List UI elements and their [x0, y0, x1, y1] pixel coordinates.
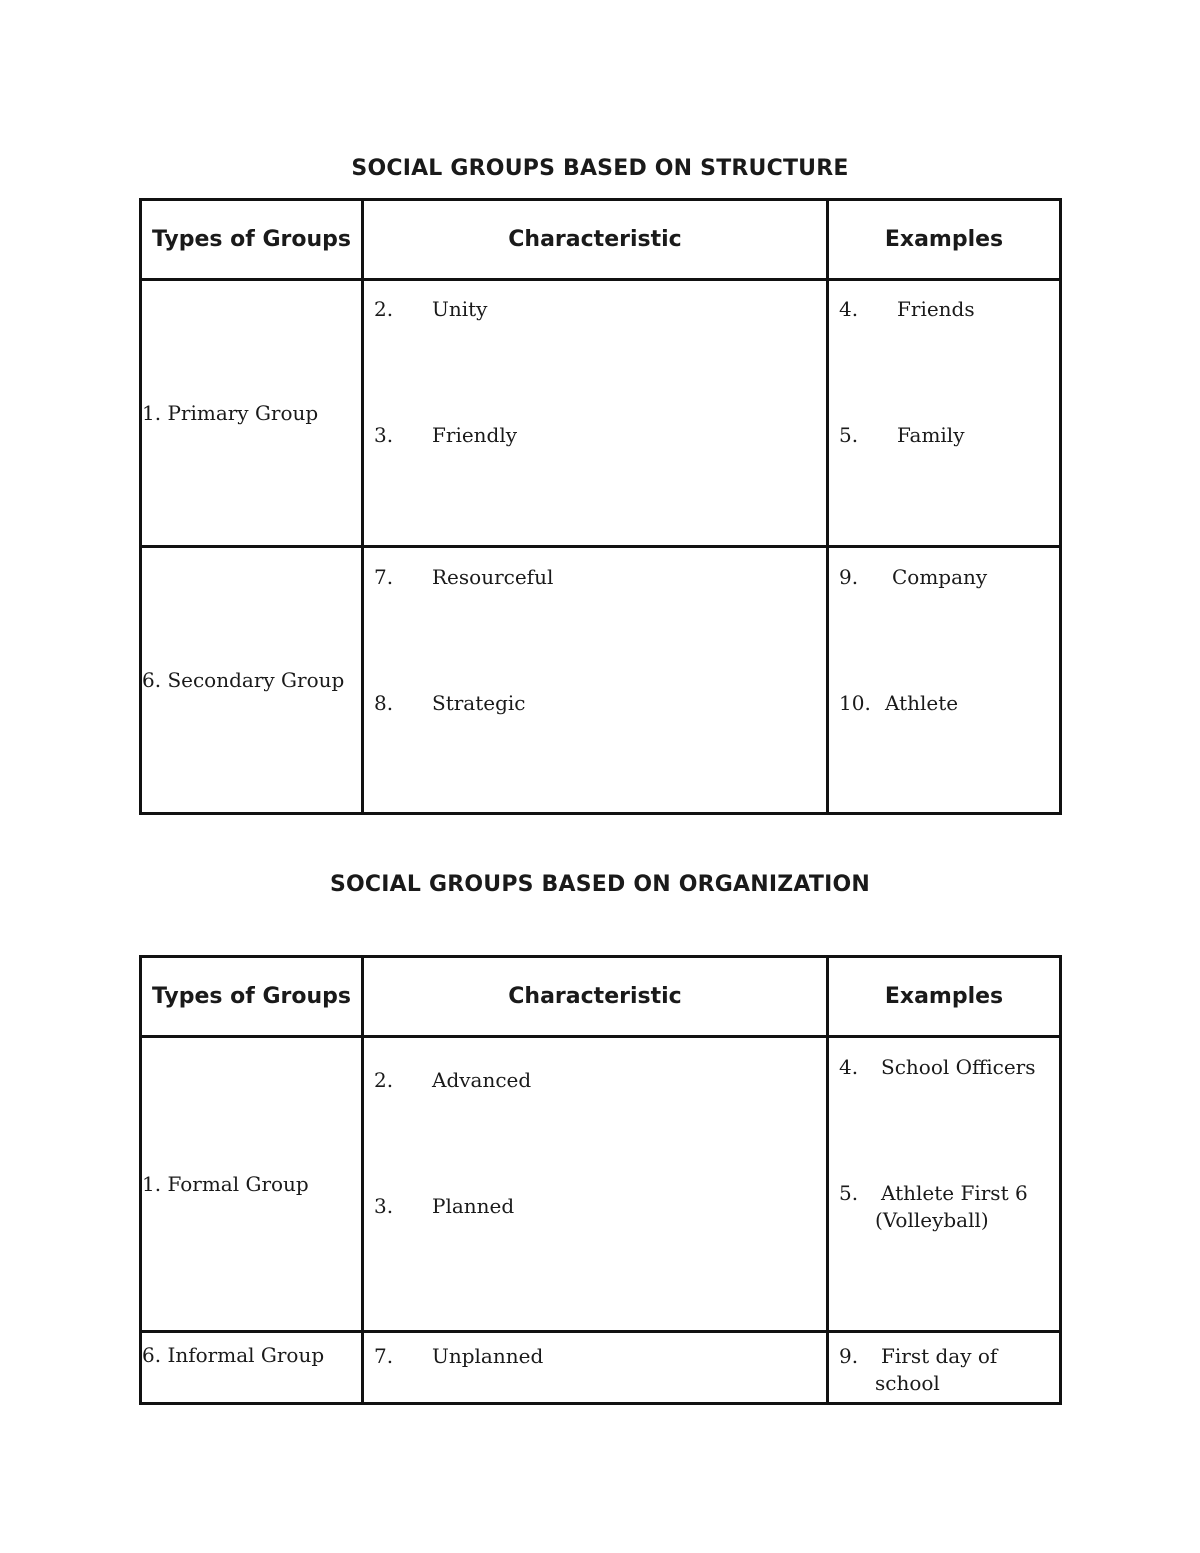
example-item [839, 1343, 1053, 1397]
example-item [839, 1054, 1053, 1081]
section-title-organization: SOCIAL GROUPS BASED ON ORGANIZATION [329, 872, 871, 897]
table-row [141, 1037, 1061, 1332]
characteristic-item [374, 564, 820, 591]
examples-cell [828, 1332, 1061, 1404]
table-row [141, 1332, 1061, 1404]
item-number: 8. [374, 691, 394, 715]
examples-cell [828, 547, 1061, 814]
example-item [839, 690, 1053, 717]
item-text: Friendly [432, 423, 518, 447]
item-number: 7. [374, 565, 394, 589]
item-number: 5. [839, 1181, 859, 1205]
group-type-cell: 6. Informal Group [141, 1332, 363, 1404]
table-row [141, 280, 1061, 547]
item-number: 2. [374, 297, 394, 321]
item-number: 3. [374, 423, 394, 447]
header-characteristic: Characteristic [363, 200, 828, 280]
table-header-row [141, 200, 1061, 280]
item-text: Athlete [885, 691, 959, 715]
item-text-continued: (Volleyball) [875, 1208, 989, 1232]
examples-cell [828, 1037, 1061, 1332]
characteristic-item [374, 422, 820, 449]
item-text: Planned [432, 1194, 515, 1218]
characteristic-cell [363, 280, 828, 547]
item-text: Friends [897, 297, 975, 321]
organization-table [139, 955, 1062, 1405]
examples-cell [828, 280, 1061, 547]
example-item [839, 1180, 1053, 1234]
group-type-cell: 1. Primary Group [141, 280, 363, 547]
item-text-continued: school [875, 1371, 940, 1395]
item-text: Resourceful [432, 565, 554, 589]
item-number: 4. [839, 1055, 859, 1079]
item-text: First day of [881, 1344, 998, 1368]
example-item [839, 422, 1053, 449]
header-characteristic: Characteristic [363, 957, 828, 1037]
group-type-cell: 6. Secondary Group [141, 547, 363, 814]
item-text: Advanced [432, 1068, 532, 1092]
item-number: 4. [839, 297, 859, 321]
item-text: Athlete First 6 [881, 1181, 1028, 1205]
structure-table [139, 198, 1062, 815]
item-text: Family [897, 423, 965, 447]
characteristic-item [374, 1193, 820, 1220]
item-number: 3. [374, 1194, 394, 1218]
group-type-cell: 1. Formal Group [141, 1037, 363, 1332]
characteristic-item [374, 690, 820, 717]
characteristic-cell [363, 1332, 828, 1404]
item-text: Strategic [432, 691, 526, 715]
header-examples: Examples [828, 957, 1061, 1037]
item-text: Unplanned [432, 1344, 544, 1368]
item-number: 9. [839, 565, 859, 589]
table-header-row [141, 957, 1061, 1037]
item-number: 5. [839, 423, 859, 447]
item-text: School Officers [881, 1055, 1036, 1079]
table-row [141, 547, 1061, 814]
header-types-of-groups: Types of Groups [141, 200, 363, 280]
item-number: 9. [839, 1344, 859, 1368]
item-text: Unity [432, 297, 488, 321]
characteristic-cell [363, 547, 828, 814]
characteristic-item [374, 1067, 820, 1094]
item-number: 7. [374, 1344, 394, 1368]
header-types-of-groups: Types of Groups [141, 957, 363, 1037]
example-item [839, 296, 1053, 323]
item-number: 10. [839, 691, 871, 715]
characteristic-item [374, 1343, 820, 1370]
header-examples: Examples [828, 200, 1061, 280]
characteristic-item [374, 296, 820, 323]
example-item [839, 564, 1053, 591]
item-number: 2. [374, 1068, 394, 1092]
characteristic-cell [363, 1037, 828, 1332]
item-text: Company [892, 565, 988, 589]
section-title-structure: SOCIAL GROUPS BASED ON STRUCTURE [351, 156, 849, 181]
